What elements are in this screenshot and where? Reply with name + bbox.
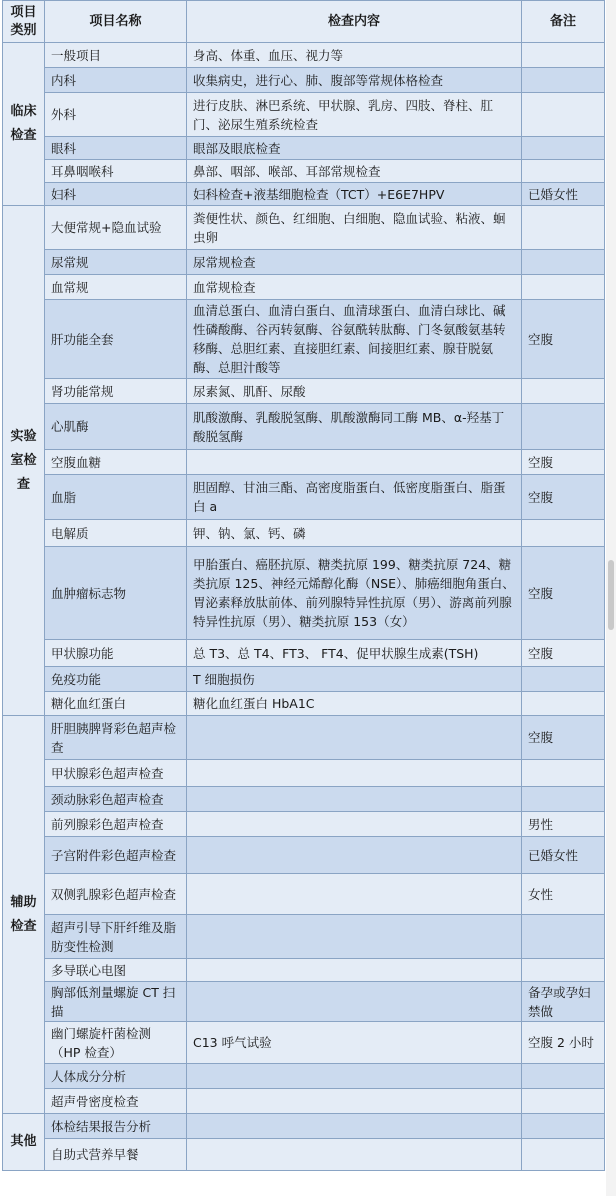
content-cell bbox=[187, 450, 522, 475]
note-cell bbox=[522, 1139, 605, 1171]
item-name-cell: 肝胆胰脾肾彩色超声检查 bbox=[45, 716, 187, 760]
table-row bbox=[3, 160, 605, 183]
content-cell bbox=[187, 760, 522, 787]
content-cell: 肌酸激酶、乳酸脱氢酶、肌酸激酶同工酶 MB、α-羟基丁酸脱氢酶 bbox=[187, 404, 522, 450]
content-cell: 甲胎蛋白、癌胚抗原、糖类抗原 199、糖类抗原 724、糖类抗原 125、神经元烯醇化酶（NSE）、肺癌细胞角蛋白、胃泌素释放肽前体、前列腺特异性抗原（男）、游离前列腺特异性抗原（男）、糖类抗原 153（女） bbox=[187, 547, 522, 640]
content-cell: 尿常规检查 bbox=[187, 250, 522, 275]
header-category: 项目类别 bbox=[3, 1, 45, 43]
item-name-cell: 空腹血糖 bbox=[45, 450, 187, 475]
item-name-cell: 血脂 bbox=[45, 475, 187, 520]
scrollbar-thumb[interactable] bbox=[608, 560, 614, 630]
content-cell: 收集病史，进行心、肺、腹部等常规体格检查 bbox=[187, 68, 522, 93]
table-row bbox=[3, 93, 605, 137]
vertical-scrollbar[interactable] bbox=[606, 0, 616, 1196]
note-cell: 空腹 bbox=[522, 547, 605, 640]
content-cell bbox=[187, 716, 522, 760]
content-cell: 总 T3、总 T4、FT3、 FT4、促甲状腺生成素(TSH) bbox=[187, 640, 522, 667]
item-name-cell: 心肌酶 bbox=[45, 404, 187, 450]
note-cell: 女性 bbox=[522, 874, 605, 915]
note-cell bbox=[522, 275, 605, 300]
table-row bbox=[3, 760, 605, 787]
item-name-cell: 颈动脉彩色超声检查 bbox=[45, 787, 187, 812]
note-cell bbox=[522, 68, 605, 93]
content-cell: 血清总蛋白、血清白蛋白、血清球蛋白、血清白球比、碱性磷酸酶、谷丙转氨酶、谷氨酰转肽酶、门冬氨酸氨基转移酶、总胆红素、直接胆红素、间接胆红素、腺苷脱氨酶、总胆汁酸等 bbox=[187, 300, 522, 379]
item-name-cell: 自助式营养早餐 bbox=[45, 1139, 187, 1171]
item-name-cell: 血常规 bbox=[45, 275, 187, 300]
content-cell bbox=[187, 1114, 522, 1139]
item-name-cell: 血肿瘤标志物 bbox=[45, 547, 187, 640]
item-name-cell: 体检结果报告分析 bbox=[45, 1114, 187, 1139]
note-cell bbox=[522, 959, 605, 982]
item-name-cell: 甲状腺功能 bbox=[45, 640, 187, 667]
item-name-cell: 尿常规 bbox=[45, 250, 187, 275]
note-cell: 空腹 bbox=[522, 716, 605, 760]
table-row bbox=[3, 1064, 605, 1089]
note-cell: 空腹 bbox=[522, 475, 605, 520]
table-row bbox=[3, 640, 605, 667]
note-cell bbox=[522, 692, 605, 716]
note-cell: 已婚女性 bbox=[522, 183, 605, 206]
table-row bbox=[3, 1022, 605, 1064]
table-row bbox=[3, 837, 605, 874]
content-cell: 进行皮肤、淋巴系统、甲状腺、乳房、四肢、脊柱、肛门、泌尿生殖系统检查 bbox=[187, 93, 522, 137]
note-cell: 空腹 bbox=[522, 300, 605, 379]
table-row bbox=[3, 787, 605, 812]
table-body bbox=[3, 43, 605, 1171]
table-row bbox=[3, 68, 605, 93]
content-cell bbox=[187, 837, 522, 874]
table-row bbox=[3, 667, 605, 692]
note-cell bbox=[522, 404, 605, 450]
note-cell bbox=[522, 137, 605, 160]
content-cell bbox=[187, 874, 522, 915]
table-row bbox=[3, 206, 605, 250]
table-row bbox=[3, 300, 605, 379]
content-cell: 糖化血红蛋白 HbA1C bbox=[187, 692, 522, 716]
note-cell bbox=[522, 160, 605, 183]
content-cell bbox=[187, 982, 522, 1022]
content-cell: 尿素氮、肌酐、尿酸 bbox=[187, 379, 522, 404]
content-cell: 鼻部、咽部、喉部、耳部常规检查 bbox=[187, 160, 522, 183]
item-name-cell: 一般项目 bbox=[45, 43, 187, 68]
content-cell bbox=[187, 915, 522, 959]
item-name-cell: 多导联心电图 bbox=[45, 959, 187, 982]
category-cell: 实验室检查 bbox=[3, 206, 45, 716]
note-cell: 男性 bbox=[522, 812, 605, 837]
item-name-cell: 免疫功能 bbox=[45, 667, 187, 692]
note-cell: 空腹 bbox=[522, 450, 605, 475]
item-name-cell: 人体成分分析 bbox=[45, 1064, 187, 1089]
content-cell bbox=[187, 1139, 522, 1171]
table-row bbox=[3, 43, 605, 68]
content-cell: 血常规检查 bbox=[187, 275, 522, 300]
item-name-cell: 眼科 bbox=[45, 137, 187, 160]
category-cell: 临床检查 bbox=[3, 43, 45, 206]
table-row bbox=[3, 475, 605, 520]
table-row bbox=[3, 379, 605, 404]
content-cell: 粪便性状、颜色、红细胞、白细胞、隐血试验、粘液、蛔虫卵 bbox=[187, 206, 522, 250]
item-name-cell: 大便常规+隐血试验 bbox=[45, 206, 187, 250]
item-name-cell: 前列腺彩色超声检查 bbox=[45, 812, 187, 837]
note-cell bbox=[522, 206, 605, 250]
item-name-cell: 胸部低剂量螺旋 CT 扫描 bbox=[45, 982, 187, 1022]
item-name-cell: 糖化血红蛋白 bbox=[45, 692, 187, 716]
note-cell bbox=[522, 915, 605, 959]
note-cell bbox=[522, 1114, 605, 1139]
header-content: 检查内容 bbox=[187, 1, 522, 43]
content-cell: 身高、体重、血压、视力等 bbox=[187, 43, 522, 68]
item-name-cell: 超声骨密度检查 bbox=[45, 1089, 187, 1114]
note-cell bbox=[522, 43, 605, 68]
note-cell bbox=[522, 787, 605, 812]
content-cell: 胆固醇、甘油三酯、高密度脂蛋白、低密度脂蛋白、脂蛋白 a bbox=[187, 475, 522, 520]
item-name-cell: 甲状腺彩色超声检查 bbox=[45, 760, 187, 787]
item-name-cell: 电解质 bbox=[45, 520, 187, 547]
table-header-row bbox=[3, 1, 605, 43]
note-cell bbox=[522, 1064, 605, 1089]
table-row bbox=[3, 450, 605, 475]
item-name-cell: 双侧乳腺彩色超声检查 bbox=[45, 874, 187, 915]
table-row bbox=[3, 1114, 605, 1139]
content-cell: 钾、钠、氯、钙、磷 bbox=[187, 520, 522, 547]
item-name-cell: 妇科 bbox=[45, 183, 187, 206]
content-cell: 妇科检查+液基细胞检查（TCT）+E6E7HPV bbox=[187, 183, 522, 206]
note-cell bbox=[522, 1089, 605, 1114]
note-cell: 备孕或孕妇禁做 bbox=[522, 982, 605, 1022]
table-row bbox=[3, 183, 605, 206]
category-cell: 其他 bbox=[3, 1114, 45, 1171]
content-cell bbox=[187, 1089, 522, 1114]
item-name-cell: 内科 bbox=[45, 68, 187, 93]
note-cell: 空腹 2 小时 bbox=[522, 1022, 605, 1064]
note-cell: 已婚女性 bbox=[522, 837, 605, 874]
item-name-cell: 超声引导下肝纤维及脂肪变性检测 bbox=[45, 915, 187, 959]
table-row bbox=[3, 137, 605, 160]
table-row bbox=[3, 716, 605, 760]
content-cell bbox=[187, 812, 522, 837]
table-row bbox=[3, 1139, 605, 1171]
table-row bbox=[3, 404, 605, 450]
note-cell bbox=[522, 667, 605, 692]
table-row bbox=[3, 250, 605, 275]
content-cell: 眼部及眼底检查 bbox=[187, 137, 522, 160]
exam-items-table bbox=[2, 0, 605, 1171]
category-cell: 辅助检查 bbox=[3, 716, 45, 1114]
content-cell: C13 呼气试验 bbox=[187, 1022, 522, 1064]
table-row bbox=[3, 547, 605, 640]
table-row bbox=[3, 1089, 605, 1114]
item-name-cell: 外科 bbox=[45, 93, 187, 137]
table-row bbox=[3, 982, 605, 1022]
item-name-cell: 幽门螺旋杆菌检测（HP 检查） bbox=[45, 1022, 187, 1064]
note-cell bbox=[522, 250, 605, 275]
item-name-cell: 肝功能全套 bbox=[45, 300, 187, 379]
item-name-cell: 肾功能常规 bbox=[45, 379, 187, 404]
table-row bbox=[3, 275, 605, 300]
item-name-cell: 耳鼻咽喉科 bbox=[45, 160, 187, 183]
header-note: 备注 bbox=[522, 1, 605, 43]
item-name-cell: 子宫附件彩色超声检查 bbox=[45, 837, 187, 874]
table-row bbox=[3, 812, 605, 837]
table-row bbox=[3, 692, 605, 716]
content-cell: T 细胞损伤 bbox=[187, 667, 522, 692]
table-row bbox=[3, 874, 605, 915]
note-cell bbox=[522, 520, 605, 547]
note-cell: 空腹 bbox=[522, 640, 605, 667]
content-cell bbox=[187, 1064, 522, 1089]
table-row bbox=[3, 520, 605, 547]
note-cell bbox=[522, 93, 605, 137]
note-cell bbox=[522, 379, 605, 404]
table-row bbox=[3, 915, 605, 959]
header-item-name: 项目名称 bbox=[45, 1, 187, 43]
content-cell bbox=[187, 959, 522, 982]
table-row bbox=[3, 959, 605, 982]
note-cell bbox=[522, 760, 605, 787]
content-cell bbox=[187, 787, 522, 812]
